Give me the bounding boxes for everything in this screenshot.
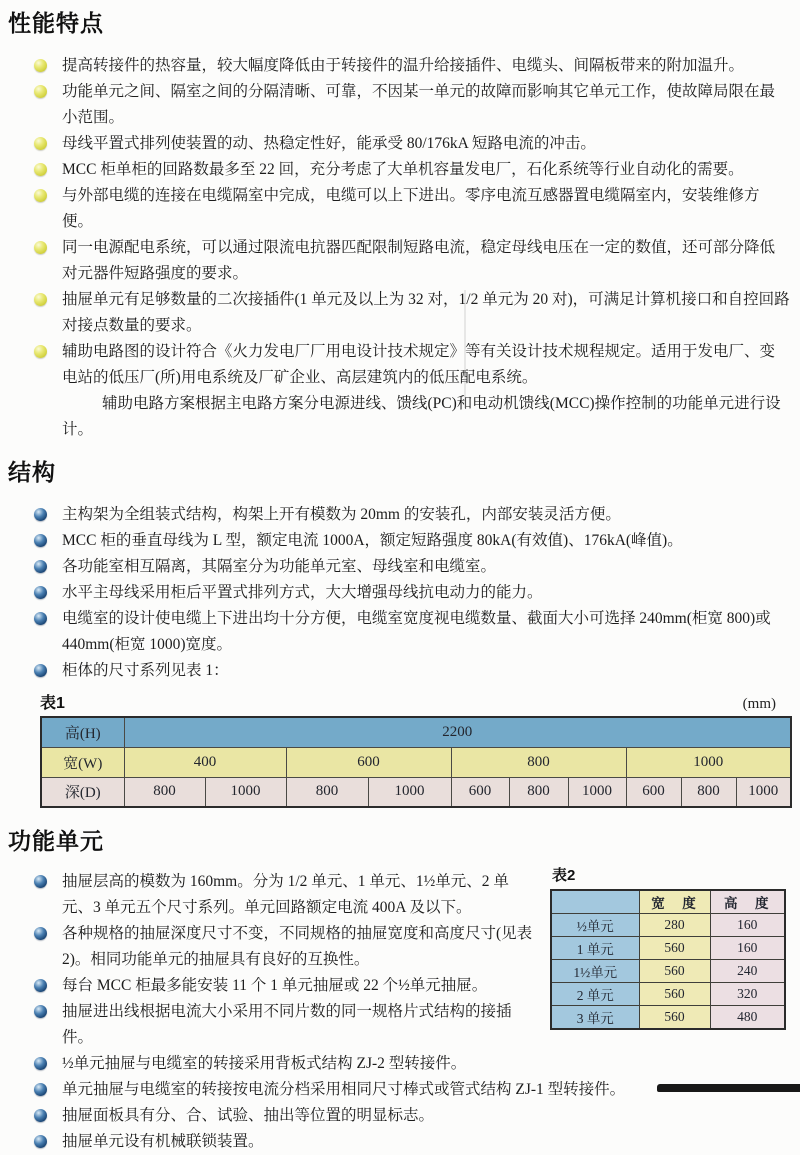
- sphere-bullet-icon: [34, 85, 47, 98]
- table1-cell: 600: [451, 777, 509, 807]
- table2-cell: 240: [710, 960, 785, 983]
- table2-row-label: ½单元: [551, 914, 639, 937]
- table1-cell: 800: [451, 747, 626, 777]
- sphere-bullet-icon: [34, 1109, 47, 1122]
- bullet-text: 各功能室相互隔离，其隔室分为功能单元室、母线室和电缆室。: [62, 558, 497, 575]
- sphere-bullet-icon: [34, 163, 47, 176]
- bullet-text: 抽屉单元设有机械联锁装置。: [62, 1133, 264, 1150]
- sphere-bullet-icon: [34, 293, 47, 306]
- sphere-bullet-icon: [34, 137, 47, 150]
- table1-row-width: [41, 747, 791, 777]
- bullet-text: 辅助电路图的设计符合《火力发电厂厂用电设计技术规定》等有关设计技术规程规定。适用于发电厂、变电站的低压厂(所)用电系统及厂矿企业、高层建筑内的低压配电系统。: [62, 343, 776, 386]
- bullet-text: 主构架为全组装式结构，构架上开有模数为 20mm 的安装孔，内部安装灵活方便。: [62, 506, 621, 523]
- section-structure: [8, 459, 790, 808]
- bullet-item: [14, 1129, 790, 1155]
- bullet-text: 单元抽屉与电缆室的转接按电流分档采用相同尺寸棒式或管式结构 ZJ-1 型转接件。: [62, 1081, 626, 1098]
- bullet-text: 功能单元之间、隔室之间的分隔清晰、可靠，不因某一单元的故障而影响其它单元工作，使故障局限在最小范围。: [62, 83, 776, 126]
- table1-row-depth: [41, 777, 791, 807]
- table1-caption: [40, 690, 790, 713]
- sphere-bullet-icon: [34, 560, 47, 573]
- performance-bullet-list: [14, 53, 790, 443]
- bullet-text: 每台 MCC 柜最多能安装 11 个 1 单元抽屉或 22 个½单元抽屉。: [62, 977, 488, 994]
- sphere-bullet-icon: [34, 534, 47, 547]
- table2-row-label: 1½单元: [551, 960, 639, 983]
- table2-cell: 560: [639, 1006, 710, 1030]
- bullet-text: 水平主母线采用柜后平置式排列方式，大大增强母线抗电动力的能力。: [62, 584, 543, 601]
- bullet-item: [14, 1103, 790, 1129]
- table2-cell: 560: [639, 960, 710, 983]
- table2-col-header: 高 度: [710, 890, 785, 914]
- sphere-bullet-icon: [34, 612, 47, 625]
- sphere-bullet-icon: [34, 189, 47, 202]
- section-performance: [8, 10, 790, 443]
- table2-row-label: 3 单元: [551, 1006, 639, 1030]
- bullet-item: [14, 157, 790, 183]
- table1-cell: 400: [124, 747, 286, 777]
- bullet-item: [14, 53, 790, 79]
- sphere-bullet-icon: [34, 345, 47, 358]
- bullet-item: [14, 658, 790, 684]
- bullet-text: MCC 柜单柜的回路数最多至 22 回，充分考虑了大单机容量发电厂，石化系统等行业自动化的需要。: [62, 161, 744, 178]
- bullet-text: 抽屉单元有足够数量的二次接插件(1 单元及以上为 32 对，1/2 单元为 20 对)，可满足计算机接口和自控回路对接点数量的要求。: [62, 291, 790, 334]
- bullet-item: [14, 131, 790, 157]
- bullet-text: 抽屉面板具有分、合、试验、抽出等位置的明显标志。: [62, 1107, 435, 1124]
- table1-row-label: 深(D): [41, 777, 124, 807]
- section-units: [8, 828, 790, 1155]
- table1-row-label: 高(H): [41, 717, 124, 747]
- sphere-bullet-icon: [34, 241, 47, 254]
- sphere-bullet-icon: [34, 586, 47, 599]
- bullet-item: [14, 287, 790, 339]
- table1-cell: 1000: [205, 777, 286, 807]
- bullet-item: [14, 183, 790, 235]
- bullet-text: ½单元抽屉与电缆室的转接采用背板式结构 ZJ-2 型转接件。: [62, 1055, 467, 1072]
- bullet-item: [14, 235, 790, 287]
- table2-label: 表2: [552, 867, 576, 884]
- bullet-text: 与外部电缆的连接在电缆隔室中完成，电缆可以上下进出。零序电流互感器置电缆隔室内，安装维修方便。: [62, 187, 760, 230]
- bullet-item: [14, 580, 790, 606]
- table2-row-label: 2 单元: [551, 983, 639, 1006]
- table2-cell: 280: [639, 914, 710, 937]
- structure-bullet-list: [14, 502, 790, 684]
- table1-row-height: [41, 717, 791, 747]
- bullet-item: [14, 502, 790, 528]
- table1-cell: 800: [124, 777, 205, 807]
- sphere-bullet-icon: [34, 1083, 47, 1096]
- bullet-text: 抽屉进出线根据电流大小采用不同片数的同一规格片式结构的接插件。: [62, 1003, 512, 1046]
- sphere-bullet-icon: [34, 1057, 47, 1070]
- table1-cell: 800: [509, 777, 568, 807]
- table2-cell: 320: [710, 983, 785, 1006]
- table1-cell: 800: [286, 777, 368, 807]
- table1-block: [40, 690, 790, 808]
- units-bullet-list: [14, 869, 790, 1155]
- bullet-text: 提高转接件的热容量，较大幅度降低由于转接件的温升给接插件、电缆头、间隔板带来的附加温升。: [62, 57, 745, 74]
- bullet-item: [14, 1051, 790, 1077]
- sphere-bullet-icon: [34, 1135, 47, 1148]
- table1-cell: 2200: [124, 717, 791, 747]
- bullet-text: 柜体的尺寸系列见表 1：: [62, 662, 229, 679]
- sphere-bullet-icon: [34, 508, 47, 521]
- bullet-item: [14, 606, 790, 658]
- sphere-bullet-icon: [34, 979, 47, 992]
- scan-artifact-line: [464, 290, 466, 408]
- sphere-bullet-icon: [34, 927, 47, 940]
- table2-row-label: 1 单元: [551, 937, 639, 960]
- bullet-item: [14, 869, 790, 921]
- table1-cell: 800: [681, 777, 736, 807]
- scan-artifact-bar: [657, 1084, 800, 1092]
- sphere-bullet-icon: [34, 664, 47, 677]
- bullet-text: 同一电源配电系统，可以通过限流电抗器匹配限制短路电流，稳定母线电压在一定的数值，还可部分降低对元器件短路强度的要求。: [62, 239, 776, 282]
- bullet-item: [14, 79, 790, 131]
- sphere-bullet-icon: [34, 875, 47, 888]
- table2-col-header: 宽 度: [639, 890, 710, 914]
- bullet-item: [14, 554, 790, 580]
- table1-cell: 600: [286, 747, 451, 777]
- bullet-item: [14, 921, 790, 973]
- bullet-item: [14, 973, 790, 999]
- bullet-text: 母线平置式排列使装置的动、热稳定性好，能承受 80/176kA 短路电流的冲击。: [62, 135, 596, 152]
- table1-cell: 1000: [568, 777, 626, 807]
- table1-cell: 1000: [626, 747, 791, 777]
- table1-cell: 1000: [368, 777, 451, 807]
- table1-cell: 600: [626, 777, 681, 807]
- bullet-text: 抽屉层高的模数为 160mm。分为 1/2 单元、1 单元、1½单元、2 单元、3 单元五个尺寸系列。单元回路额定电流 400A 及以下。: [62, 873, 509, 916]
- table2-cell: 560: [639, 983, 710, 1006]
- table1-label: 表1: [40, 695, 65, 712]
- sphere-bullet-icon: [34, 1005, 47, 1018]
- section-title-performance: 性能特点: [8, 10, 104, 36]
- bullet-item: [14, 999, 790, 1051]
- table1: [40, 716, 792, 808]
- table1-cell: 1000: [736, 777, 791, 807]
- table2-cell: 160: [710, 937, 785, 960]
- bullet-extra-text: 辅助电路方案根据主电路方案分电源进线、馈线(PC)和电动机馈线(MCC)操作控制的功能单元进行设计。: [62, 395, 781, 438]
- bullet-text: MCC 柜的垂直母线为 L 型，额定电流 1000A，额定短路强度 80kA(有效值)、176kA(峰值)。: [62, 532, 683, 549]
- table1-unit-label: (mm): [742, 696, 776, 712]
- sphere-bullet-icon: [34, 59, 47, 72]
- section-title-structure: 结构: [8, 459, 56, 485]
- bullet-item: [14, 339, 790, 443]
- section-title-units: 功能单元: [8, 828, 104, 854]
- table2-cell: 160: [710, 914, 785, 937]
- bullet-text: 各种规格的抽屉深度尺寸不变，不同规格的抽屉宽度和高度尺寸(见表 2)。相同功能单元的抽屉具有良好的互换性。: [62, 925, 533, 968]
- table1-row-label: 宽(W): [41, 747, 124, 777]
- table2-cell: 560: [639, 937, 710, 960]
- table2-cell: 480: [710, 1006, 785, 1030]
- bullet-text: 电缆室的设计使电缆上下进出均十分方便，电缆室宽度视电缆数量、截面大小可选择 240mm(柜宽 800)或 440mm(柜宽 1000)宽度。: [62, 610, 771, 653]
- bullet-item: [14, 528, 790, 554]
